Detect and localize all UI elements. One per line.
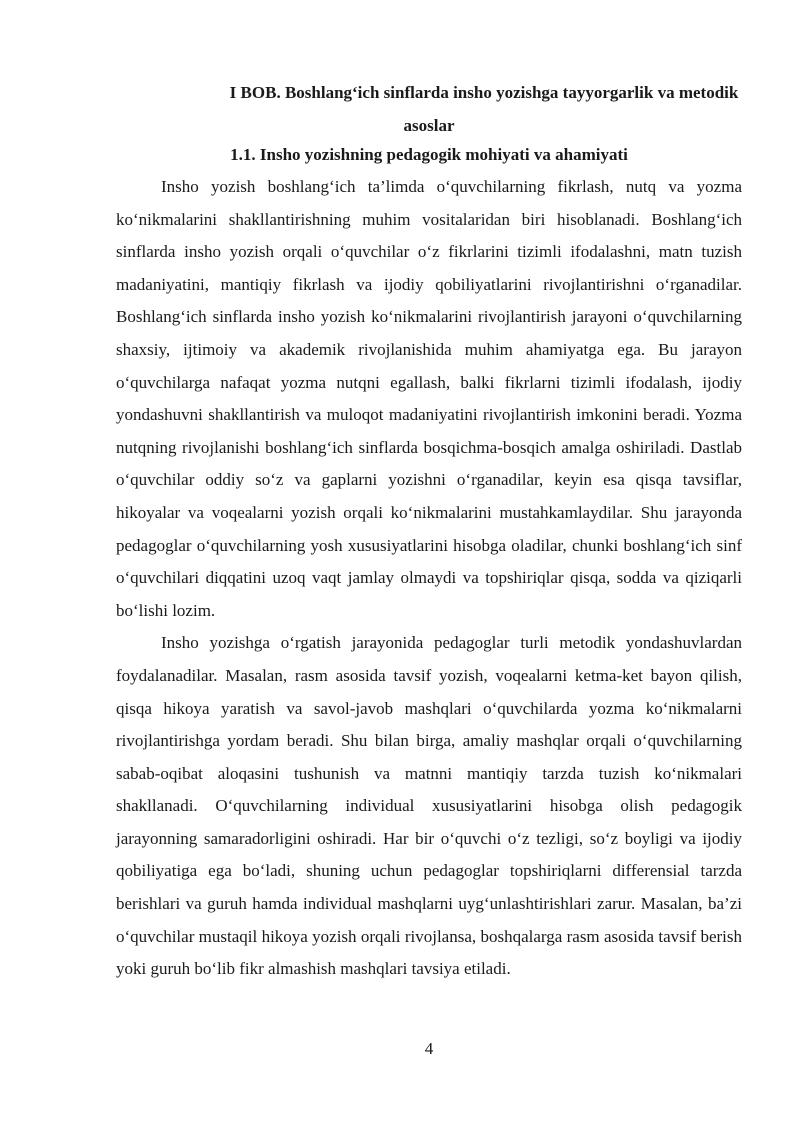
body-text (116, 171, 742, 986)
chapter-title-line1: I BOB. Boshlang‘ich sinflarda insho yozishga tayyorgarlik va metodik (229, 83, 739, 102)
document-page (116, 0, 742, 1131)
chapter-title-line2: asoslar (403, 116, 455, 135)
paragraph: Insho yozish boshlang‘ich ta’limda o‘quvchilarning fikrlash, nutq va yozma ko‘nikmalarini shakllantirishning muhim vositalaridan biri hisoblanadi. Boshlang‘ich sinflarda insho yozish orqali o‘quvchilar o‘z fikrlarini tizimli ifodalashni, matn tuzish madaniyatini, mantiqiy fikrlash va ijodiy qobiliyatlarini rivojlantirishni o‘rganadilar. Boshlang‘ich sinflarda insho yozish ko‘nikmalarini rivojlantirish jarayoni o‘quvchilarning shaxsiy, ijtimoiy va akademik rivojlanishida muhim ahamiyatga ega. Bu jarayon o‘quvchilarga nafaqat yozma nutqni egallash, balki fikrlarni tizimli ifodalash, ijodiy yondashuvni shakllantirish va muloqot madaniyatini rivojlantirish imkonini beradi. Yozma nutqning rivojlanishi boshlang‘ich sinflarda bosqichma-bosqich amalga oshiriladi. Dastlab o‘quvchilar oddiy so‘z va gaplarni yozishni o‘rganadilar, keyin esa qisqa tavsiflar, hikoyalar va voqealarni yozish orqali ko‘nikmalarini mustahkamlaydilar. Shu jarayonda pedagoglar o‘quvchilarning yosh xususiyatlarini hisobga oladilar, chunki boshlang‘ich sinf o‘quvchilari diqqatini uzoq vaqt jamlay olmaydi va topshiriqlar qisqa, sodda va qiziqarli bo‘lishi lozim. (116, 177, 742, 620)
page-number: 4 (424, 1039, 434, 1058)
paragraph: Insho yozishga o‘rgatish jarayonida pedagoglar turli metodik yondashuvlardan foydalanadilar. Masalan, rasm asosida tavsif yozish, voqealarni ketma-ket bayon qilish, qisqa hikoya yaratish va savol-javob mashqlari o‘quvchilarda yozma ko‘nikmalarni rivojlantirishga yordam beradi. Shu bilan birga, amaliy mashqlar orqali o‘quvchilarning sabab-oqibat aloqasini tushunish va matnni mantiqiy tarzda tuzish ko‘nikmalari shakllanadi. O‘quvchilarning individual xususiyatlarini hisobga olish pedagogik jarayonning samaradorligini oshiradi. Har bir o‘quvchi o‘z tezligi, so‘z boyligi va ijodiy qobiliyatiga ega bo‘ladi, shuning uchun pedagoglar topshiriqlarni differensial tarzda berishlari va guruh hamda individual mashqlarni uyg‘unlashtirishlari zarur. Masalan, ba’zi o‘quvchilar mustaqil hikoya yozish orqali rivojlansa, boshqalarga rasm asosida tavsif berish yoki guruh bo‘lib fikr almashish mashqlari tavsiya etiladi. (116, 633, 742, 979)
chapter-title (116, 76, 742, 142)
section-title: 1.1. Insho yozishning pedagogik mohiyati va ahamiyati (230, 145, 628, 164)
